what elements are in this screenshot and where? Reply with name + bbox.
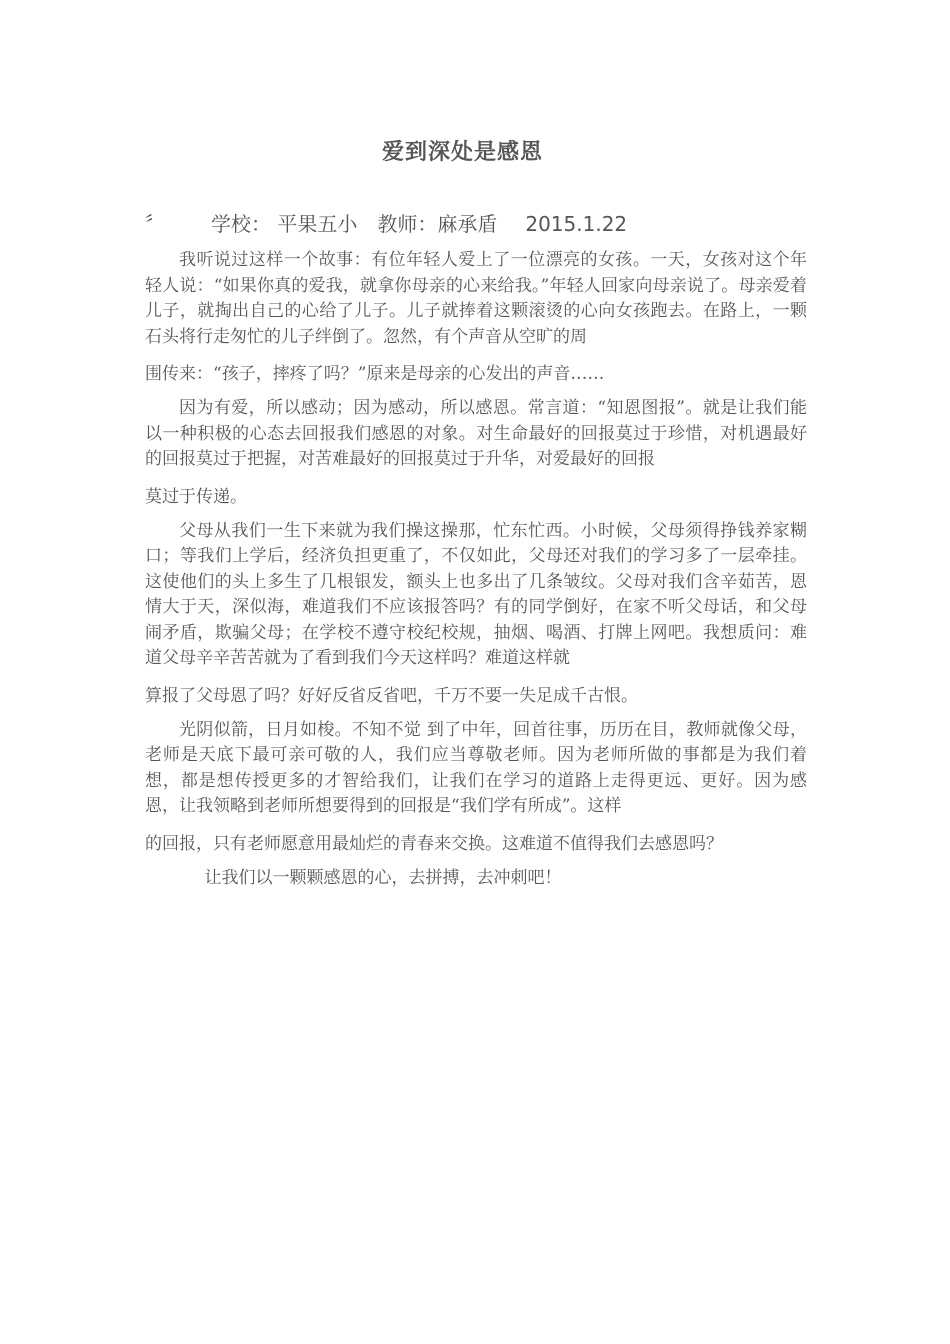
paragraph-tail: 算报了父母恩了吗？好好反省反省吧，千万不要一失足成千古恨。 bbox=[145, 685, 638, 706]
school-label: 学校： 平果五小 bbox=[211, 212, 358, 236]
article-body bbox=[145, 248, 807, 891]
document-title: 爱到深处是感恩 bbox=[381, 140, 543, 165]
paragraph-tail: 莫过于传递。 bbox=[145, 486, 247, 507]
paragraph-teachers bbox=[145, 718, 807, 858]
paragraph-text: 父母从我们一生下来就为我们操这操那，忙东忙西。小时候，父母须得挣钱养家糊口；等我们上学后，经济负担更重了，不仅如此，父母还对我们的学习多了一层牵挂。这使他们的头上多生了几根银发，额头上也多出了几条皱纹。父母对我们含辛茹苦，恩情大于天，深似海，难道我们不应该报答吗？有的同学倒好，在家不听父母话，和父母闹矛盾，欺骗父母；在学校不遵守校纪校规，抽烟、喝酒、打牌上网吧。我想质问：难道父母辛辛苦苦就为了看到我们今天这样吗？难道这样就 bbox=[145, 520, 807, 668]
paragraph-text: 我听说过这样一个故事：有位年轻人爱上了一位漂亮的女孩。一天，女孩对这个年轻人说：“如果你真的爱我，就拿你母亲的心来给我。”年轻人回家向母亲说了。母亲爱着儿子，就掏出自己的心给了儿子。儿子就捧着这颗滚烫的心向女孩跑去。在路上，一颗石头将行走匆忙的儿子绊倒了。忽然，有个声音从空旷的周 bbox=[145, 250, 807, 347]
paragraph-parents bbox=[145, 519, 807, 710]
date-label: 2015.1.22 bbox=[525, 212, 628, 236]
author-info-line bbox=[145, 208, 825, 237]
paragraph-tail: 的回报，只有老师愿意用最灿烂的青春来交换。这难道不值得我们去感恩吗？ bbox=[145, 833, 723, 854]
paragraph-story bbox=[145, 248, 807, 388]
closing-line: 让我们以一颗颗感恩的心，去拼搏，去冲刺吧！ bbox=[204, 867, 562, 888]
paragraph-text: 因为有爱，所以感动；因为感动，所以感恩。常言道：“知恩图报”。就是让我们能以一种积极的心态去回报我们感恩的对象。对生命最好的回报莫过于珍惜，对机遇最好的回报莫过于把握，对苦难最好的回报莫过于升华，对爱最好的回报 bbox=[145, 398, 807, 469]
quote-mark: 〞 bbox=[145, 212, 165, 236]
paragraph-text: 光阴似箭，日月如梭。不知不觉 到了中年，回首往事，历历在目，教师就像父母，老师是天底下最可亲可敬的人，我们应当尊敬老师。因为老师所做的事都是为我们着想，都是想传授更多的才智给我们，让我们在学习的道路上走得更远、更好。因为感恩，让我领略到老师所想要得到的回报是“我们学有所成”。这样 bbox=[145, 719, 807, 816]
paragraph-gratitude bbox=[145, 396, 807, 511]
paragraph-tail: 围传来：“孩子，摔疼了吗？”原来是母亲的心发出的声音…… bbox=[145, 364, 605, 384]
teacher-label: 教师：麻承盾 bbox=[377, 212, 498, 236]
